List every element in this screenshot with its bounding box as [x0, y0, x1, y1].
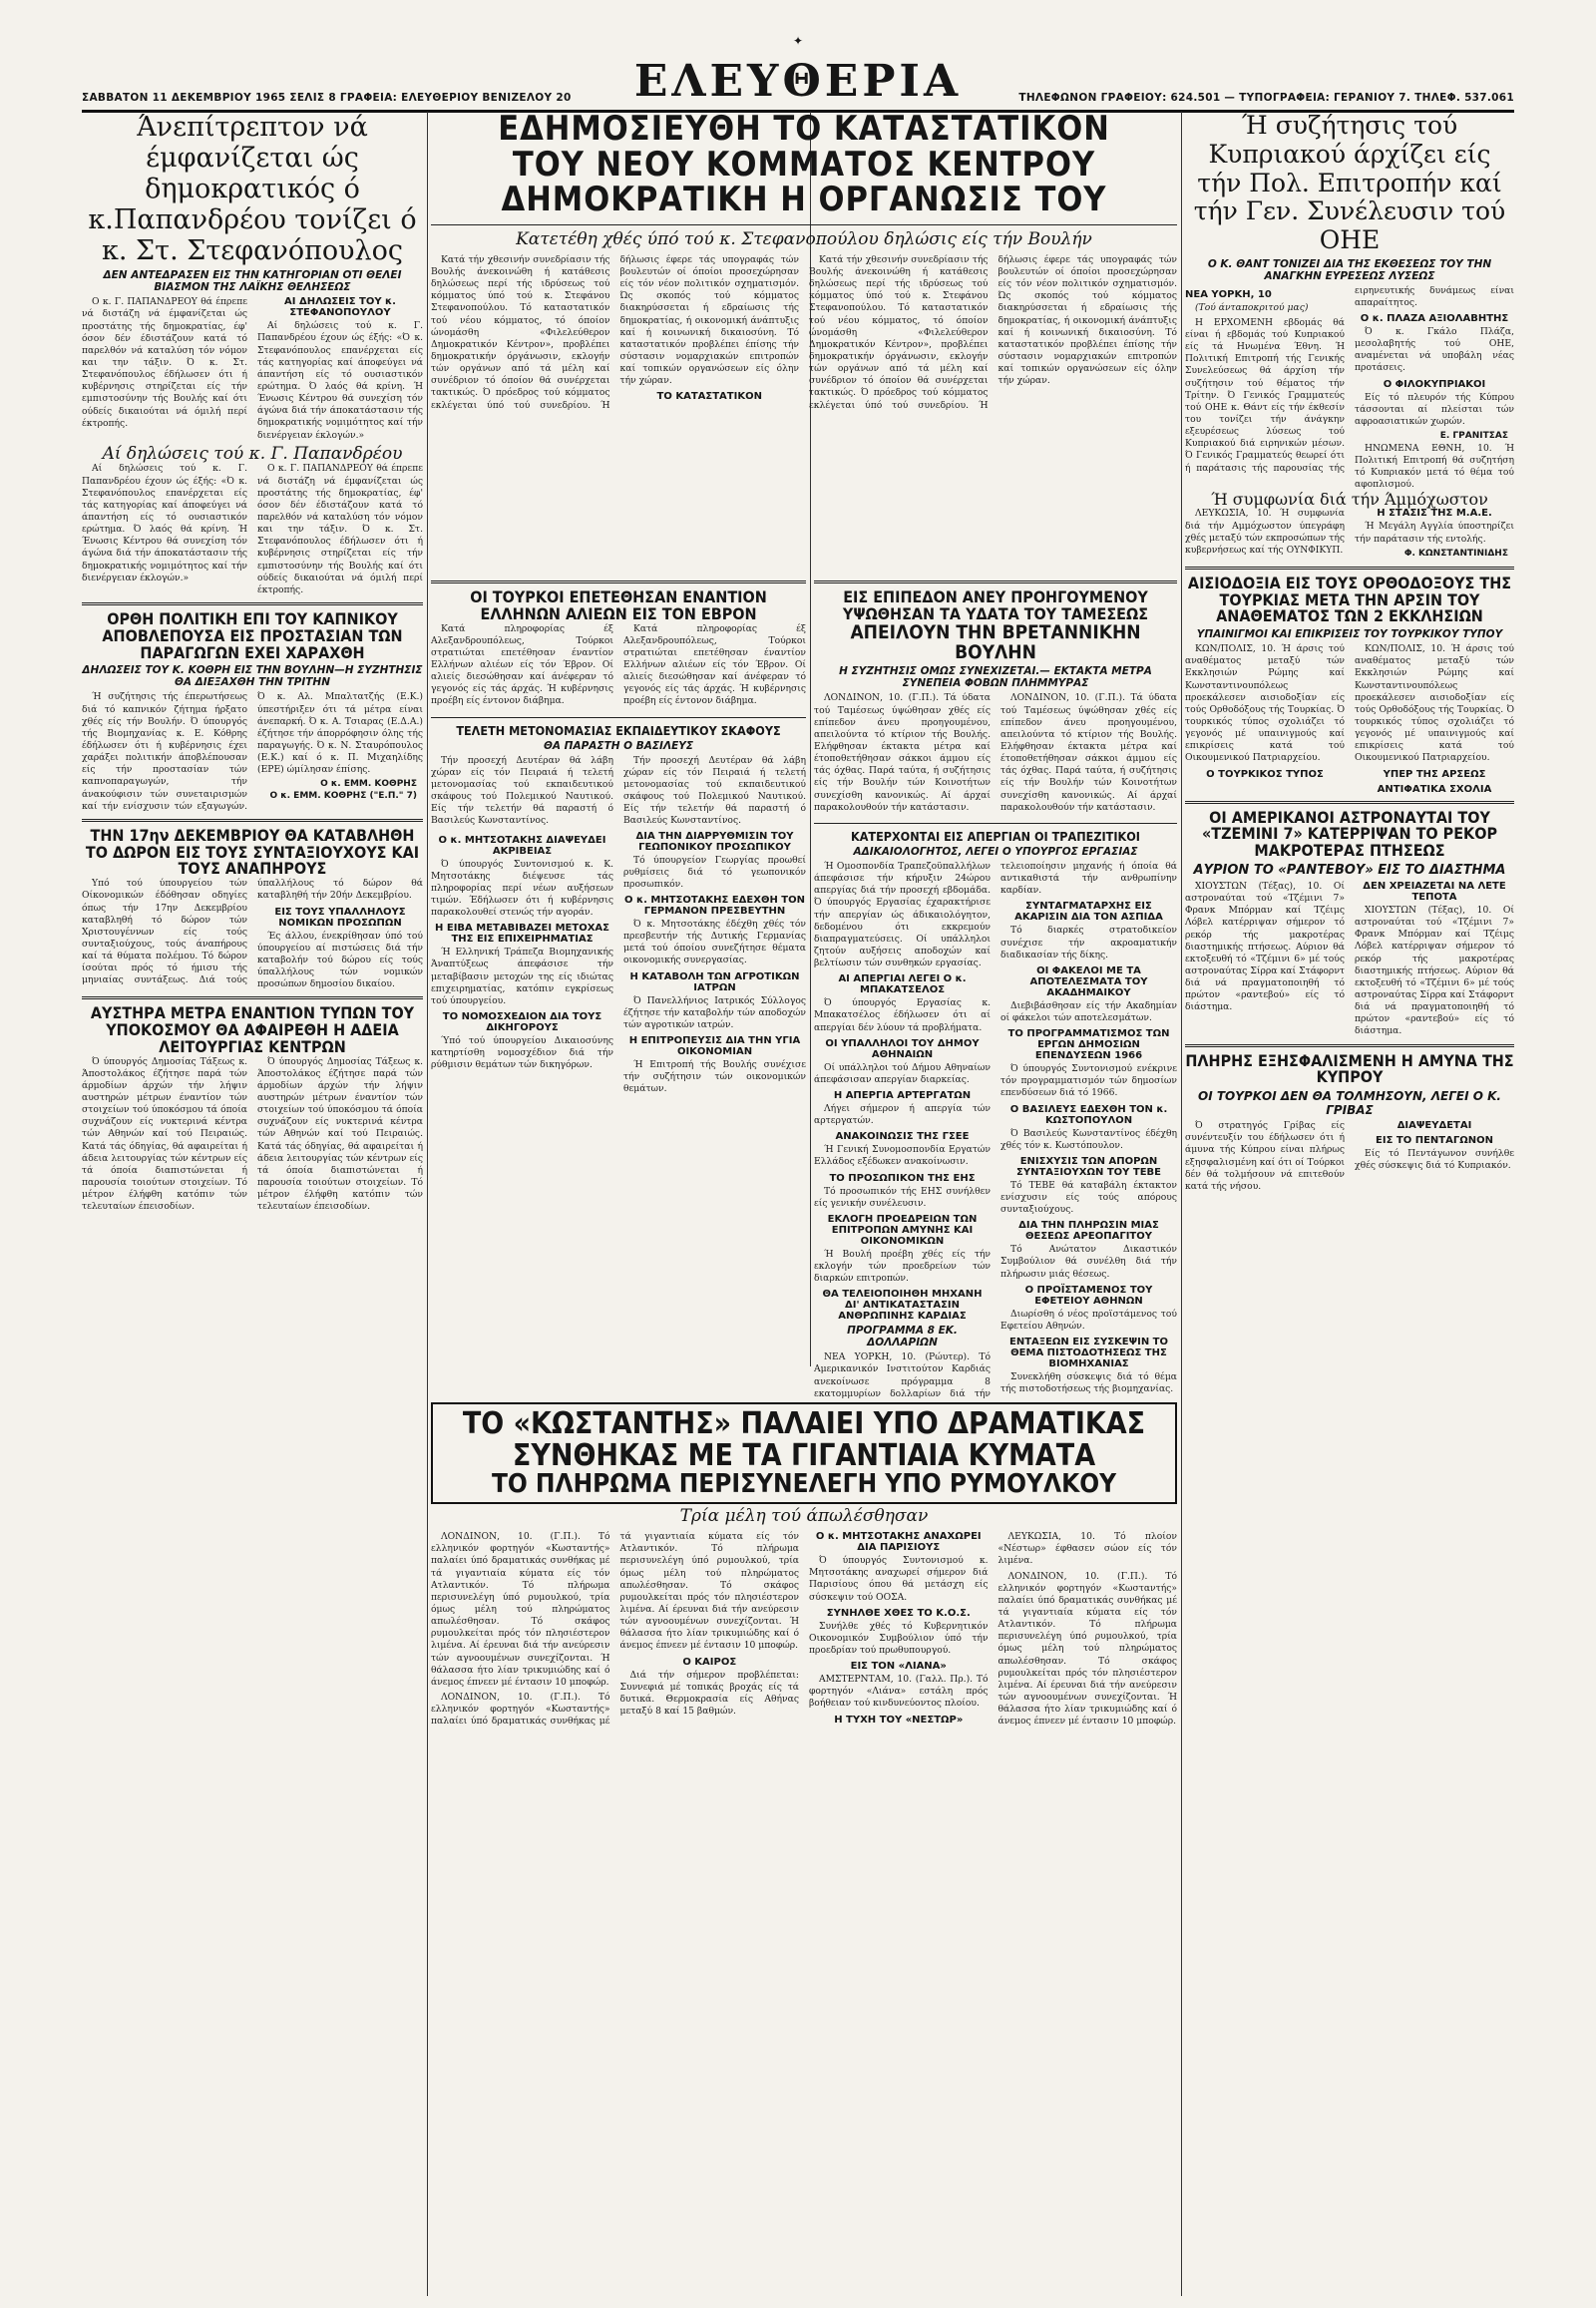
newspaper-title: ΕΛΕΥΘΕΡΙΑ — [633, 56, 963, 107]
gift-body: Υπό τού ύπουργείου τών Οίκονομικών έδόθησαν οδηγίες όπως τήν 17ην Δεκεμβρίου καταβληθή τό δώρον τών Χριστουγέννων είς τούς συνταξιούχους, τούς άναπήρους καί τά θύματα πολέμου. Τό δώρον ίσούται πρός τό ήμισυ τής μηνιαίας συντάξεως. Διά τούς ύπαλλήλους τό δώρον θά καταβληθή τήν 20ήν Δεκεμβρίου. — [82, 878, 423, 986]
tobacco-body: Ή συζήτησις τής έπερωτήσεως διά τό καπνικόν ζήτημα ήρξατο χθές είς τήν Βουλήν. Ό ύπουργός τής Βιομηχανίας κ. Ε. Κόθρης έδήλωσεν ότι ή κυβέρνησις έχει χαράξει πολιτικήν άποβλέπουσαν είς τήν προστασίαν τών καπνοπαραγωγών, τήν άνακούφισιν τών συνεταιρισμών καί τήν ενίσχυσιν τών εξαγωγών. Ό κ. Αλ. Μπαλτατζής (Ε.Κ.) ύπεστήριξεν ότι τά μέτρα είναι άνεπαρκή. Ό κ. Α. Τσιαρας (Ε.Δ.Α.) έζήτησε τήν άπορρόφησιν όλης τής παραγωγής. Ό κ. Ν. Σταυρόπουλος (Ε.Κ.) καί ό κ. Π. Μιχαηλίδης (ΕΡΕ) ώμίλησαν έπίσης. — [82, 691, 423, 812]
divider — [82, 819, 423, 822]
column-rule — [427, 112, 428, 2296]
cyprus-signature: Ε. ΓΡΑΝΙΤΣΑΣ — [1439, 431, 1508, 442]
divider — [1185, 567, 1514, 570]
heart-sub: ΠΡΟΓΡΑΜΜΑ 8 ΕΚ. ΔΟΛΛΑΡΙΩΝ — [847, 1325, 958, 1349]
memorial-body-cont: Τήν προσεχή Δευτέραν θά λάβη χώραν είς τόν Πειραιά ή τελετή μετονομασίας τού εκπαιδευτικού σκάφους τού Πολεμικού Ναυτικού. Είς τήν τελετήν θά παραστή ό Βασιλεύς Κωνσταντίνος. — [623, 754, 806, 827]
elect-minihead: ΕΚΛΟΓΗ ΠΡΟΕΔΡΕΙΩΝ ΤΩΝ ΕΠΙΤΡΟΠΩΝ ΑΜΥΝΗΣ ΚΑΙ ΟΙΚΟΝΟΜΙΚΩΝ — [827, 1213, 978, 1247]
gemini-minihead: ΔΕΝ ΧΡΕΙΑΖΕΤΑΙ ΝΑ ΛΕΤΕ ΤΕΠΟΤΑ — [1363, 880, 1506, 903]
divider — [431, 224, 1177, 225]
kostantis-minihead-2: Η ΤΥΧΗ ΤΟΥ «ΝΕΣΤΩΡ» — [834, 1714, 964, 1726]
ammochostos-body: ΛΕΥΚΩΣΙΑ, 10. Ή συμφωνία διά τήν Αμμόχωστον ύπεγράφη χθές μεταξύ τών εκπροσώπων τής κυβερνήσεως καί τής ΟΥΝΦΙΚΥΠ. — [1185, 508, 1345, 556]
epi-headline: Η ΕΠΙΤΡΟΠΕΥΣΙΣ ΔΙΑ ΤΗΝ ΥΓΙΑ ΟΙΚΟΝΟΜΙΑΝ — [628, 1034, 801, 1057]
divider — [431, 580, 806, 583]
cyprus-defense-body: Ό στρατηγός Γρίβας είς συνέντευξίν του έδήλωσεν ότι ή άμυνα τής Κύπρου είναι πλήρως εξησφαλισμένη καί ότι οί Τούρκοι δέν θά τολμήσουν νά επιτεθούν κατά τής νήσου. — [1185, 1120, 1345, 1192]
thames-sub: Η ΣΥΖΗΤΗΣΙΣ ΟΜΩΣ ΣΥΝΕΧΙΖΕΤΑΙ.— ΕΚΤΑΚΤΑ ΜΕΤΡΑ ΣΥΝΕΠΕΙΑ ΦΟΒΩΝ ΠΛΗΜΜΥΡΑΣ — [839, 665, 1152, 690]
banner-body: Κατά τήν χθεσινήν συνεδρίασιν τής Βουλής άνεκοινώθη ή κατάθεσις δηλώσεως περί τής ιδρύσεως τού κόμματος ύπό τού κ. Στεφάνου Στεφανοπούλου. Τό καταστατικόν τού νέου κόμματος, τό όποίον ώνομάσθη «Φιλελεύθερον Δημοκρατικόν Κέντρον», προβλέπει δημοκρατικήν όργάνωσιν, εκλογήν τών οργάνων από τά μέλη καί συνέδριον τό όποίον θά συνέρχεται τακτικώς. Ό πρόεδρος τού κόμματος εκλέγεται ύπό τού συνεδρίου. Ή δήλωσις έφερε τάς υπογραφάς τών βουλευτών οί όποίοι προσεχώρησαν είς τόν νέον πολιτικόν σχηματισμόν. Ώς σκοπός τού κόμματος διακηρύσσεται ή εδραίωσις τής δημοκρατίας, ή οικονομική άνάπτυξις καί ή κοινωνική δικαιοσύνη. Τό καταστατικόν προβλέπει έπίσης τήν σύστασιν νομαρχιακών επιτροπών καί τοπικών οργανώσεων είς όλην τήν χώραν. — [431, 253, 799, 411]
cyprus-defense-headline: ΠΛΗΡΗΣ ΕΞΗΣΦΑΛΙΣΜΕΝΗ Η ΑΜΥΝΑ ΤΗΣ ΚΥΠΡΟΥ — [1185, 1050, 1514, 1087]
divider — [814, 580, 1177, 583]
cyprus-dateline-2: (Τού άνταποκριτού μας) — [1195, 301, 1309, 313]
strict-body: Ό ύπουργός Δημοσίας Τάξεως κ. Άποστολάκος έζήτησε παρά τών άρμοδίων άρχών τήν λήψιν αυστηρών μέτρων έναντίον τών στοιχείων τού ύποκόσμου τά όποία συχνάζουν είς νυκτερινά κέντρα τών Αθηνών καί τού Πειραιώς. Κατά τάς όδηγίας, θά αφαιρείται ή άδεια λειτουργίας τών κέντρων είς τά όποία διαπιστώνεται ή παρουσία τοιούτων στοιχείων. Τό μέτρον έλήφθη κατόπιν τών τελευταίων έπεισοδίων. — [82, 1055, 247, 1213]
mitsotakis1-headline: Ο κ. ΜΗΤΣΟΤΑΚΗΣ ΔΙΑΨΕΥΔΕΙ ΑΚΡΙΒΕΙΑΣ — [438, 834, 606, 857]
gemini-headline: ΟΙ ΑΜΕΡΙΚΑΝΟΙ ΑΣΤΡΟΝΑΥΤΑΙ ΤΟΥ «ΤΖΕΜΙΝΙ 7» ΚΑΤΕΡΡΙΨΑΝ ΤΟ ΡΕΚΟΡ ΜΑΚΡΟΤΕΡΑΣ ΠΤΗΣΕΩΣ — [1201, 807, 1497, 861]
epi-body: Ή Επιτροπή τής Βουλής συνέχισε τήν συζήτησιν τών οικονομικών θεμάτων. — [623, 1058, 806, 1095]
agri-headline: ΔΙΑ ΤΗΝ ΔΙΑΡΡΥΘΜΙΣΙΝ ΤΟΥ ΓΕΩΠΟΝΙΚΟΥ ΠΡΟΣΩΠΙΚΟΥ — [635, 830, 794, 853]
cyprus-sub: Ο Κ. ΘΑΝΤ ΤΟΝΙΖΕΙ ΔΙΑ ΤΗΣ ΕΚΘΕΣΕΩΣ ΤΟΥ ΤΗΝ ΑΝΑΓΚΗΝ ΕΥΡΕΣΕΩΣ ΛΥΣΕΩΣ — [1207, 257, 1492, 282]
court-headline: Ο ΠΡΟΪΣΤΑΜΕΝΟΣ ΤΟΥ ΕΦΕΤΕΙΟΥ ΑΘΗΝΩΝ — [1024, 1284, 1153, 1307]
mitsotakis3-body: Ό ύπουργός Συντονισμού κ. Μητσοτάκης αναχωρεί σήμερον διά Παρισίους όπου θά μετάσχη είς σύσκεψιν τού ΟΟΣΑ. — [809, 1555, 989, 1603]
cyprus-body-3: ΗΝΩΜΕΝΑ ΕΘΝΗ, 10. Ή Πολιτική Επιτροπή θά συζητήση τό Κυπριακόν μετά τό θέμα τού αφοπλισμού. — [1355, 443, 1514, 491]
cyprus-minihead-2: Ο ΦΙΛΟΚΥΠΡΙΑΚΟΙ — [1383, 378, 1486, 390]
kostantis-deck: Τρία μέλη τού άπωλέσθησαν — [679, 1506, 929, 1527]
cyprus-defense-body-2: Είς τό Πεντάγωνον συνήλθε χθές σύσκεψις διά τό Κυπριακόν. — [1355, 1148, 1514, 1172]
mitsotakis1-body: Ό ύπουργός Συντονισμού κ. Κ. Μητσοτάκης διέψευσε τάς πληροφορίας περί νέων αυξήσεων τιμών. Έδήλωσεν ότι ή κυβέρνησις παρακολουθεί στενώς τήν αγοράν. — [431, 858, 613, 919]
turks-headline: ΟΙ ΤΟΥΡΚΟΙ ΕΠΕΤΕΘΗΣΑΝ ΕΝΑΝΤΙΟΝ ΕΛΛΗΝΩΝ ΑΛΙΕΩΝ ΕΙΣ ΤΟΝ ΕΒΡΟΝ — [470, 587, 767, 623]
banner-minihead: ΤΟ ΚΑΤΑΣΤΑΤΙΚΟΝ — [656, 391, 762, 403]
memorial-body: Τήν προσεχή Δευτέραν θά λάβη χώραν είς τόν Πειραιά ή τελετή μετονομασίας τού εκπαιδευτικού σκάφους τού Πολεμικού Ναυτικού. Είς τήν τελετήν θά παραστή ό Βασιλεύς Κωνσταντίνος. — [431, 754, 613, 827]
clerks-body: Οί υπάλληλοι τού Δήμου Αθηναίων άπεφάσισαν απεργίαν διαρκείας. — [814, 1061, 991, 1085]
elect-body: Ή Βουλή προέβη χθές είς τήν εκλογήν τών προεδρείων τών διαρκών επιτροπών. — [814, 1248, 991, 1285]
kostantis-minihead-1: ΕΙΣ ΤΟΝ «ΛΙΑΝΑ» — [850, 1661, 947, 1673]
aid-headline: ΕΝΙΣΧΥΣΙΣ ΤΩΝ ΑΠΟΡΩΝ ΣΥΝΤΑΞΙΟΥΧΩΝ ΤΟΥ ΤΕΒΕ — [1016, 1155, 1161, 1178]
cyprus-defense-minihead-2: ΕΙΣ ΤΟ ΠΕΝΤΑΓΩΝΟΝ — [1376, 1135, 1493, 1147]
lawyers-body: Ύπό τού ύπουργείου Δικαιοσύνης κατηρτίσθη νομοσχέδιον διά τήν ρύθμισιν θεμάτων τών δικηγόρων. — [431, 1034, 613, 1071]
turks-body-cont: Κατά πληροφορίας έξ Αλεξανδρουπόλεως, Τούρκοι στρατιώται επετέθησαν έναντίον Ελλήνων αλιέων είς τόν Έβρον. Οί αλιείς διεσώθησαν καί άνέφεραν τό γεγονός είς τάς άρχάς. Ή κυβέρνησις προέβη είς έντονον διάβημα. — [623, 622, 806, 707]
phones-line: ΤΗΛΕΦΩΝΟΝ ΓΡΑΦΕΙΟΥ: 624.501 — ΤΥΠΟΓΡΑΦΕΙΑ: ΓΕΡΑΝΙΟΥ 7. ΤΗΛΕΦ. 537.061 — [1018, 92, 1514, 104]
column-rule — [1181, 112, 1182, 2296]
king-headline: Ο ΒΑΣΙΛΕΥΣ ΕΔΕΧΘΗ ΤΟΝ κ. ΚΩΣΤΟΠΟΥΛΟΝ — [1009, 1103, 1168, 1126]
thames-body-cont: ΛΟΝΔΙΝΟΝ, 10. (Γ.Π.). Τά ύδατα τού Ταμέσεως ύψώθησαν χθές είς επίπεδον άνευ προηγουμένου, απειλούντα τό κτίριον τής Βουλής. Ελήφθησαν έκτακτα μέτρα καί έτοποθετήθησαν σάκκοι άμμου είς τάς όχθας. Παρά ταύτα, ή συζήτησις είς τήν Βουλήν τών Κοινοτήτων συνεχίσθη κανονικώς. Αί άρχαί παρακολουθούν τήν κατάστασιν. — [1000, 692, 1177, 813]
banner-line-2: ΤΟΥ ΝΕΟΥ ΚΟΜΜΑΤΟΣ ΚΕΝΤΡΟΥ — [512, 144, 1096, 185]
plan-headline: ΤΟ ΠΡΟΓΡΑΜΜΑΤΙΣΜΟΣ ΤΩΝ ΕΡΓΩΝ ΔΗΜΟΣΙΩΝ ΕΠΕΝΔΥΣΕΩΝ 1966 — [1007, 1028, 1170, 1062]
mitsotakis2-headline: Ο κ. ΜΗΤΣΟΤΑΚΗΣ ΕΔΕΧΘΗ ΤΟΝ ΓΕΡΜΑΝΟΝ ΠΡΕΣΒΕΥΤΗΝ — [624, 894, 805, 917]
gsee-body: Ή Γενική Συνομοσπονδία Εργατών Ελλάδος εξέδωκεν ανακοίνωσιν. — [814, 1144, 991, 1168]
meeting-headline: ΕΝΤΑΞΕΩΝ ΕΙΣ ΣΥΣΚΕΨΙΝ ΤΟ ΘΕΜΑ ΠΙΣΤΟΔΟΤΗΣΕΩΣ ΤΗΣ ΒΙΟΜΗΧΑΝΙΑΣ — [1009, 1336, 1168, 1369]
page-grid — [82, 109, 1514, 2296]
column-4 — [1185, 112, 1514, 2296]
lead-body: Ο κ. Γ. ΠΑΠΑΝΔΡΕΟΥ θά έπρεπε νά διστάζη νά έμφανίζεται ώς προστάτης τής δημοκρατίας, έφ' όσον δέν έδιστάζουν κατά τό παρελθόν νά καταλύση τόν νόμον και την τάξιν. Ό κ. Στ. Στεφανόπουλος έδήλωσεν ότι ή κυβέρνησις στηρίζεται είς τήν εμπιστοσύνην τής Βουλής καί ότι ούδείς δικαιούται νά όμιλή περί έκτροπής. — [82, 296, 247, 429]
ammochostos-body-2: Ή Μεγάλη Αγγλία ύποστηρίζει τήν παράτασιν τής εντολής. — [1355, 521, 1514, 545]
bakers-body: Λήγει σήμερον ή απεργία τών αρτεργατών. — [814, 1102, 991, 1127]
divider — [431, 717, 806, 718]
kostantis-body-cont: ΛΟΝΔΙΝΟΝ, 10. (Γ.Π.). Τό ελληνικόν φορτηγόν «Κωσταντής» παλαίει ύπό δραματικάς συνθήκας μέ τά γιγαντιαία κύματα είς τόν Ατλαντικόν. Τό πλήρωμα περισυνελέγη ύπό ρυμουλκού, τρία όμως μέλη τού πληρώματος απωλέσθησαν. Τό σκάφος ρυμουλκείται πρός τόν πλησιέστερον λιμένα. Αί έρευναι διά τήν ανεύρεσιν τών αγνοουμένων συνεχίζονται. Ή θάλασσα ήτο λίαν τρικυμιώδης καί ό άνεμος έπνεεν μέ έντασιν 10 μποφώρ. — [431, 1531, 799, 1728]
gift-minihead: ΕΙΣ ΤΟΥΣ ΥΠΑΛΛΗΛΟΥΣ ΝΟΜΙΚΩΝ ΠΡΟΣΩΠΩΝ — [274, 906, 406, 929]
lead-headline: Άνεπίτρεπτον νά έμφανίζεται ώς δημοκρατικός ό κ.Παπανδρέου τονίζει ό κ. Στ. Στεφανόπουλος — [88, 112, 417, 267]
gemini-body: ΧΙΟΥΣΤΩΝ (Τέξας), 10. Οί αστροναύται τού «Τζέμινι 7» Φρανκ Μπόρμαν καί Τζέιμς Λόβελ κατέρριψαν σήμερον τό ρεκόρ τής μακροτέρας διαστημικής πτήσεως. Αύριον θά εκτοξευθή τό «Τζέμινι 6» μέ τούς αστροναύτας Σίρρα καί Στάφορντ διά νά πραγματοποιηθή τό πρώτον «ραντεβού» είς τό διάστημα. — [1185, 880, 1345, 1013]
orthodox-headline: ΑΙΣΙΟΔΟΞΙΑ ΕΙΣ ΤΟΥΣ ΟΡΘΟΔΟΞΟΥΣ ΤΗΣ ΤΟΥΡΚΙΑΣ ΜΕΤΑ ΤΗΝ ΑΡΣΙΝ ΤΟΥ ΑΝΑΘΕΜΑΤΟΣ ΤΩΝ 2 ΕΚΚΛΗΣΙΩΝ — [1187, 573, 1512, 626]
orthodox-body-cont: ΚΩΝ/ΠΟΛΙΣ, 10. Ή άρσις τού αναθέματος μεταξύ τών Εκκλησιών Ρώμης καί Κωνσταντινουπόλεως προεκάλεσεν αισιοδοξίαν είς τούς Ορθοδόξους τής Τουρκίας. Ό τουρκικός τύπος σχολιάζει τό γεγονός μέ υπαινιγμούς καί επικρίσεις κατά τού Οικουμενικού Πατριαρχείου. — [1355, 643, 1514, 764]
masthead — [82, 34, 1514, 113]
folders-body: Διεβιβάσθησαν είς τήν Ακαδημίαν οί φάκελοι τών αποτελεσμάτων. — [1000, 999, 1177, 1023]
cyprus-body-1: Ό κ. Γκάλο Πλάζα, μεσολαβητής τού ΟΗΕ, αναμένεται νά υποβάλη νέας προτάσεις. — [1355, 326, 1514, 374]
strict-headline: ΑΥΣΤΗΡΑ ΜΕΤΡΑ ΕΝΑΝΤΙΟΝ ΤΥΠΩΝ ΤΟΥ ΥΠΟΚΟΣΜΟΥ ΘΑ ΑΦΑΙΡΕΘΗ Η ΑΔΕΙΑ ΛΕΙΤΟΥΡΓΙΑΣ ΚΕΝΤΡΩΝ — [90, 1003, 415, 1056]
orthodox-minihead-2: ΥΠΕΡ ΤΗΣ ΑΡΣΕΩΣ — [1383, 768, 1486, 780]
weather-body: Διά τήν σήμερον προβλέπεται: Συννεφιά μέ τοπικάς βροχάς είς τά δυτικά. Θερμοκρασία είς Αθήνας μεταξύ 8 καί 15 βαθμών. — [619, 1669, 799, 1717]
orthodox-body: ΚΩΝ/ΠΟΛΙΣ, 10. Ή άρσις τού αναθέματος μεταξύ τών Εκκλησιών Ρώμης καί Κωνσταντινουπόλεως προεκάλεσεν αισιοδοξίαν είς τούς Ορθοδόξους τής Τουρκίας. Ό τουρκικός τύπος σχολιάζει τό γεγονός μέ υπαινιγμούς καί επικρίσεις κατά τού Οικουμενικού Πατριαρχείου. — [1185, 643, 1345, 764]
cyprus-minihead-1: Ο κ. ΠΛΑΖΑ ΑΞΙΟΛΑΒΗΤΗΣ — [1360, 313, 1509, 325]
kostantis-story — [431, 1398, 1177, 2296]
heart-headline: ΘΑ ΤΕΛΕΙΟΠΟΙΗΘΗ ΜΗΧΑΝΗ ΔΙ' ΑΝΤΙΚΑΤΑΣΤΑΣΙΝ ΑΝΘΡΩΠΙΝΗΣ ΚΑΡΔΙΑΣ — [822, 1289, 983, 1323]
orthodox-minihead: Ο ΤΟΥΡΚΙΚΟΣ ΤΥΠΟΣ — [1206, 768, 1324, 780]
memorial-headline: ΤΕΛΕΤΗ ΜΕΤΟΝΟΜΑΣΙΑΣ ΕΚΠΑΙΔΕΥΤΙΚΟΥ ΣΚΑΦΟΥΣ — [456, 722, 781, 738]
pay-body: Τό Ανώτατον Δικαστικόν Συμβούλιον θά συνέλθη διά τήν πλήρωσιν μιάς θέσεως. — [1000, 1244, 1177, 1280]
thames-body: ΛΟΝΔΙΝΟΝ, 10. (Γ.Π.). Τά ύδατα τού Ταμέσεως ύψώθησαν χθές είς επίπεδον άνευ προηγουμένου, απειλούντα τό κτίριον τής Βουλής. Ελήφθησαν έκτακτα μέτρα καί έτοποθετήθησαν σάκκοι άμμου είς τάς όχθας. Παρά ταύτα, ή συζήτησις είς τήν Βουλήν τών Κοινοτήτων συνεχίσθη κανονικώς. Αί άρχαί παρακολουθούν τήν κατάστασιν. — [814, 692, 991, 813]
papandreou-body-cont: Ο κ. Γ. ΠΑΠΑΝΔΡΕΟΥ θά έπρεπε νά διστάζη νά έμφανίζεται ώς προστάτης τής δημοκρατίας, έφ' όσον δέν έδιστάζουν κατά τό παρελθόν νά καταλύση τόν νόμον και την τάξιν. Ό κ. Στ. Στεφανόπουλος έδήλωσεν ότι ή κυβέρνησις στηρίζεται είς τήν εμπιστοσύνην τής Βουλής καί ότι ούδείς δικαιούται νά όμιλή περί έκτροπής. — [257, 463, 423, 595]
king-body: Ό Βασιλεύς Κωνσταντίνος έδέχθη χθές τόν κ. Κωστόπουλον. — [1000, 1127, 1177, 1151]
tobacco-subheadline: ΔΗΛΩΣΕΙΣ ΤΟΥ Κ. ΚΟΘΡΗ ΕΙΣ ΤΗΝ ΒΟΥΛΗΝ—Η ΣΥΖΗΤΗΣΙΣ ΘΑ ΔΙΕΞΑΧΘΗ ΤΗΝ ΤΡΙΤΗΝ — [82, 664, 423, 689]
divider — [1185, 1044, 1514, 1047]
kostantis-headline-2: ΣΥΝΘΗΚΑΣ ΜΕ ΤΑ ΓΙΓΑΝΤΙΑΙΑ ΚΥΜΑΤΑ — [512, 1437, 1096, 1473]
kos-body: Συνήλθε χθές τό Κυβερνητικόν Οικονομικόν Συμβούλιον ύπό τήν προεδρίαν τού πρωθυπουργού. — [809, 1620, 989, 1656]
turks-body: Κατά πληροφορίας έξ Αλεξανδρουπόλεως, Τούρκοι στρατιώται επετέθησαν έναντίον Ελλήνων αλιέων είς τόν Έβρον. Οί αλιείς διεσώθησαν καί άνέφεραν τό γεγονός είς τάς άρχάς. Ή κυβέρνησις προέβη είς έντονον διάβημα. — [431, 622, 613, 707]
divider — [1185, 801, 1514, 804]
erb-headline: Η ΕΙΒΑ ΜΕΤΑΒΙΒΑΖΕΙ ΜΕΤΟΧΑΣ ΤΗΣ ΕΙΣ ΕΠΙΧΕΙΡΗΜΑΤΙΑΣ — [435, 923, 609, 946]
banner-deck: Κατετέθη χθές ύπό τού κ. Στεφανοπούλου δηλώσις είς τήν Βουλήν — [516, 229, 1092, 250]
memorial-sub: ΘΑ ΠΑΡΑΣΤΗ Ο ΒΑΣΙΛΕΥΣ — [543, 739, 694, 752]
doctors-headline: Η ΚΑΤΑΒΟΛΗ ΤΩΝ ΑΓΡΟΤΙΚΩΝ ΙΑΤΡΩΝ — [629, 970, 800, 993]
bank-sub: ΑΔΙΚΑΙΟΛΟΓΗΤΟΣ, ΛΕΓΕΙ Ο ΥΠΟΥΡΓΟΣ ΕΡΓΑΣΙΑΣ — [853, 846, 1138, 858]
banner-story — [431, 109, 1177, 412]
strike-minihead: ΑΙ ΑΠΕΡΓΙΑΙ ΛΕΓΕΙ Ο κ. ΜΠΑΚΑΤΣΕΛΟΣ — [838, 973, 967, 996]
pres-body: Τό προσωπικόν τής ΕΗΣ συνήλθεν είς γενικήν συνέλευσιν. — [814, 1185, 991, 1209]
lead-body-cont: Αί δηλώσεις τού κ. Γ. Παπανδρέου έχουν ώς έξής: «Ό κ. Στεφανόπουλος επανέρχεται είς τάς κατηγορίας καί άποφεύγει νά άπαντήση είς τό ουσιαστικόν ερώτημα. Ό λαός θά κρίνη. Ή Ένωσις Κέντρου θά συνεχίση τόν άγώνα διά τήν άποκατάστασιν τής δημοκρατικής νομιμότητος καί τήν διενέργειαν έκλογών.» — [257, 320, 423, 441]
cyprus-defense-minihead: ΔΙΑΨΕΥΔΕΤΑΙ — [1396, 1120, 1472, 1132]
lead-subheadline: ΔΕΝ ΑΝΤΕΔΡΑΣΕΝ ΕΙΣ ΤΗΝ ΚΑΤΗΓΟΡΙΑΝ ΟΤΙ ΘΕΛΕΙ ΒΙΑΣΜΟΝ ΤΗΣ ΛΑΪΚΗΣ ΘΕΛΗΣΕΩΣ — [103, 269, 402, 294]
gift-headline: ΤΗΝ 17ην ΔΕΚΕΜΒΡΙΟΥ ΘΑ ΚΑΤΑΒΛΗΘΗ ΤΟ ΔΩΡΟΝ ΕΙΣ ΤΟΥΣ ΣΥΝΤΑΞΙΟΥΧΟΥΣ ΚΑΙ ΤΟΥΣ ΑΝΑΠΗΡΟΥΣ — [85, 825, 420, 879]
gift-body-cont: Ές άλλου, ένεκρίθησαν ύπό τού ύπουργείου αί πιστώσεις διά τήν καταβολήν τού δώρου είς τούς ύπαλλήλους τών νομικών προσώπων δημοσίου δικαίου. — [257, 930, 423, 990]
erb-body: Ή Ελληνική Τράπεζα Βιομηχανικής Άναπτύξεως άπεφάσισε τήν μεταβίβασιν μετοχών της είς ιδιώτας επιχειρηματίας, κατόπιν εγκρίσεως τού ύπουργείου. — [431, 947, 613, 1006]
kostantis-body-2: ΑΜΣΤΕΡΝΤΑΜ, 10. (Γαλλ. Πρ.). Τό φορτηγόν «Λιάνα» εστάλη πρός βοήθειαν τού κινδυνεύοντος πλοίου. — [809, 1674, 989, 1710]
ammochostos-minihead: Η ΣΤΑΣΙΣ ΤΗΣ Μ.Α.Ε. — [1377, 508, 1492, 520]
doctors-body: Ό Πανελλήνιος Ιατρικός Σύλλογος έζήτησε τήν καταβολήν τών αποδοχών τών αγροτικών ιατρών. — [623, 994, 806, 1030]
divider — [82, 602, 423, 605]
gemini-body-cont: ΧΙΟΥΣΤΩΝ (Τέξας), 10. Οί αστροναύται τού «Τζέμινι 7» Φρανκ Μπόρμαν καί Τζέιμς Λόβελ κατέρριψαν σήμερον τό ρεκόρ τής μακροτέρας διαστημικής πτήσεως. Αύριον θά εκτοξευθή τό «Τζέμινι 6» μέ τούς αστροναύτας Σίρρα καί Στάφορντ διά νά πραγματοποιηθή τό πρώτον «ραντεβού» είς τό διάστημα. — [1355, 904, 1514, 1037]
banner-body-cont: Κατά τήν χθεσινήν συνεδρίασιν τής Βουλής άνεκοινώθη ή κατάθεσις δηλώσεως περί τής ιδρύσεως τού κόμματος ύπό τού κ. Στεφάνου Στεφανοπούλου. Τό καταστατικόν τού νέου κόμματος, τό όποίον ώνομάσθη «Φιλελεύθερον Δημοκρατικόν Κέντρον», προβλέπει δημοκρατικήν όργάνωσιν, εκλογήν τών οργάνων από τά μέλη καί συνέδριον τό όποίον θά συνέρχεται τακτικώς. Ό πρόεδρος τού κόμματος εκλέγεται ύπό τού συνεδρίου. Ή δήλωσις έφερε τάς υπογραφάς τών βουλευτών οί όποίοι προσεχώρησαν είς τόν νέον πολιτικόν σχηματισμόν. Ώς σκοπός τού κόμματος διακηρύσσεται ή εδραίωσις τής δημοκρατίας, ή οικονομική άνάπτυξις καί ή κοινωνική δικαιοσύνη. Τό καταστατικόν προβλέπει έπίσης τήν σύστασιν νομαρχιακών επιτροπών καί τοπικών οργανώσεων είς όλην τήν χώραν. — [809, 253, 1177, 411]
ammochostos-headline: Ή συμφωνία διά τήν Άμμόχωστον — [1211, 489, 1488, 509]
bank-body: Ή Ομοσπονδία Τραπεζοϋπαλλήλων άπεφάσισε τήν κήρυξιν 24ώρου απεργίας διά τήν προσεχή εβδομάδα. Ό ύπουργός Εργασίας έχαρακτήρισε τήν απεργίαν ώς άδικαιολόγητον, δεδομένου ότι εκκρεμούν διαπραγματεύσεις. Οί υπάλληλοι ζητούν αυξήσεις αποδοχών καί βελτίωσιν τών συνθηκών εργασίας. — [814, 861, 991, 969]
aid-body: Τό ΤΕΒΕ θά καταβάλη έκτακτον ενίσχυσιν είς τούς απόρους συνταξιούχους. — [1000, 1179, 1177, 1216]
ammochostos-signature: Φ. ΚΩΝΣΤΑΝΤΙΝΙΔΗΣ — [1403, 548, 1508, 559]
divider — [814, 823, 1177, 824]
plan-body: Ό ύπουργός Συντονισμού ενέκρινε τόν προγραμματισμόν τών δημοσίων επενδύσεων διά τό 1966. — [1000, 1063, 1177, 1099]
lawyers-headline: ΤΟ ΝΟΜΟΣΧΕΔΙΟΝ ΔΙΑ ΤΟΥΣ ΔΙΚΗΓΟΡΟΥΣ — [442, 1010, 602, 1033]
cyprus-body: Η ΕΡΧΟΜΕΝΗ εβδομάς θά είναι ή εβδομάς τού Κυπριακού είς τά Ηνωμένα Έθνη. Ή Πολιτική Επιτροπή τής Γενικής Συνελεύσεως θά άρχίση τήν συζήτησιν τού θέματος τήν Τρίτην. Ό Γενικός Γραμματεύς τού ΟΗΕ κ. Θάντ είς τήν έκθεσίν του τονίζει τήν άνάγκην εξευρέσεως λύσεως τού Κυπριακού διά ειρηνικών μέσων. Ό Γενικός Γραμματεύς θεωρεί ότι ή παράτασις τής παρουσίας τής ειρηνευτικής δυνάμεως είναι απαραίτητος. — [1185, 284, 1514, 474]
kostantis-body: ΛΟΝΔΙΝΟΝ, 10. (Γ.Π.). Τό ελληνικόν φορτηγόν «Κωσταντής» παλαίει ύπό δραματικάς συνθήκας μέ τά γιγαντιαία κύματα είς τόν Ατλαντικόν. Τό πλήρωμα περισυνελέγη ύπό ρυμουλκού, τρία όμως μέλη τού πληρώματος απωλέσθησαν. Τό σκάφος ρυμουλκείται πρός τόν πλησιέστερον λιμένα. Αί έρευναι διά τήν ανεύρεσιν τών αγνοουμένων συνεχίζονται. Ή θάλασσα ήτο λίαν τρικυμιώδης καί ό άνεμος έπνεεν μέ έντασιν 10 μποφώρ. — [431, 1531, 610, 1688]
mitsotakis2-body: Ό κ. Μητσοτάκης έδέχθη χθές τόν πρεσβευτήν τής Δυτικής Γερμανίας μετά τού όποίου συνεζήτησε θέματα οικονομικής συνεργασίας. — [623, 918, 806, 966]
folders-headline: ΟΙ ΦΑΚΕΛΟΙ ΜΕ ΤΑ ΑΠΟΤΕΛΕΣΜΑΤΑ ΤΟΥ ΑΚΑΔΗΜΑΙΚΟΥ — [1029, 964, 1148, 998]
thames-subhead: ΑΠΕΙΛΟΥΝ ΤΗΝ ΒΡΕΤΑΝΝΙΚΗΝ ΒΟΥΛΗΝ — [850, 620, 1141, 663]
meeting-body: Συνεκλήθη σύσκεψις διά τό θέμα τής πιστοδοτήσεως τής βιομηχανίας. — [1000, 1370, 1177, 1395]
banner-line-3: ΔΗΜΟΚΡΑΤΙΚΗ Η ΟΡΓΑΝΩΣΙΣ ΤΟΥ — [501, 180, 1107, 220]
pay-headline: ΔΙΑ ΤΗΝ ΠΛΗΡΩΣΙΝ ΜΙΑΣ ΘΕΣΕΩΣ ΑΡΕΟΠΑΓΙΤΟΥ — [1018, 1220, 1159, 1243]
heart-body: ΝΕΑ ΥΟΡΚΗ, 10. (Ρώυτερ). Τό Αμερικανικόν Ινστιτούτον Καρδιάς ανεκοίνωσε πρόγραμμα 8 εκατομμυρίων δολλαρίων διά τήν τελειοποίησιν μηχανής ή όποία θά αντικαθιστά τήν ανθρωπίνην καρδίαν. — [814, 861, 1177, 1399]
papandreou-headline: Αί δηλώσεις τού κ. Γ. Παπανδρέου — [102, 443, 403, 464]
agri-body: Τό ύπουργείον Γεωργίας προωθεί ρυθμίσεις διά τό γεωπονικόν προσωπικόν. — [623, 854, 806, 890]
ship-headline: ΣΥΝΤΑΓΜΑΤΑΡΧΗΣ ΕΙΣ ΑΚΑΡΙΣΙΝ ΔΙΑ ΤΟΝ ΑΣΠΙΔΑ — [1014, 901, 1163, 924]
photo-caption: Ο κ. ΕΜΜ. ΚΟΘΡΗΣ ("Ε.Π." 7) — [269, 791, 417, 802]
strict-body-cont: Ό ύπουργός Δημοσίας Τάξεως κ. Άποστολάκος έζήτησε παρά τών άρμοδίων άρχών τήν λήψιν αυστηρών μέτρων έναντίον τών στοιχείων τού ύποκόσμου τά όποία συχνάζουν είς νυκτερινά κέντρα τών Αθηνών καί τού Πειραιώς. Κατά τάς όδηγίας, θά αφαιρείται ή άδεια λειτουργίας τών κέντρων είς τά όποία διαπιστώνεται ή παρουσία τοιούτων στοιχείων. Τό μέτρον έλήφθη κατόπιν τών τελευταίων έπεισοδίων. — [257, 1055, 423, 1213]
kos-headline: ΣΥΝΗΛΘΕ ΧΘΕΣ ΤΟ Κ.Ο.Σ. — [826, 1607, 971, 1619]
lead-minihead: ΑΙ ΔΗΛΩΣΕΙΣ ΤΟΥ κ. ΣΤΕΦΑΝΟΠΟΥΛΟΥ — [284, 296, 396, 319]
papandreou-body: Αί δηλώσεις τού κ. Γ. Παπανδρέου έχουν ώς έξής: «Ό κ. Στεφανόπουλος επανέρχεται είς τάς κατηγορίας καί άποφεύγει νά άπαντήση είς τό ουσιαστικόν ερώτημα. Ό λαός θά κρίνη. Ή Ένωσις Κέντρου θά συνεχίση τόν άγώνα διά τήν άποκατάστασιν τής δημοκρατικής νομιμότητος καί τήν διενέργειαν έκλογών.» — [82, 463, 247, 583]
column-3 — [814, 580, 1177, 1399]
cyprus-headline: Ή συζήτησις τού Κυπριακού άρχίζει είς τήν Πολ. Επιτροπήν καί τήν Γεν. Συνέλευσιν τού ΟΗΕ — [1193, 111, 1506, 254]
kostantis-body-4: ΛΟΝΔΙΝΟΝ, 10. (Γ.Π.). Τό ελληνικόν φορτηγόν «Κωσταντής» παλαίει ύπό δραματικάς συνθήκας μέ τά γιγαντιαία κύματα είς τόν Ατλαντικόν. Τό πλήρωμα περισυνελέγη ύπό ρυμουλκού, τρία όμως μέλη τού πληρώματος απωλέσθησαν. Τό σκάφος ρυμουλκείται πρός τόν πλησιέστερον λιμένα. Αί έρευναι διά τήν ανεύρεσιν τών αγνοουμένων συνεχίζονται. Ή θάλασσα ήτο λίαν τρικυμιώδης καί ό άνεμος έπνεεν μέ έντασιν 10 μποφώρ. — [998, 1570, 1177, 1728]
divider — [82, 996, 423, 999]
gemini-sub: ΑΥΡΙΟΝ ΤΟ «ΡΑΝΤΕΒΟΥ» ΕΙΣ ΤΟ ΔΙΑΣΤΗΜΑ — [1193, 862, 1506, 878]
banner-line-1: ΕΔΗΜΟΣΙΕΥΘΗ ΤΟ ΚΑΤΑΣΤΑΤΙΚΟΝ — [498, 109, 1110, 149]
gsee-minihead: ΑΝΑΚΟΙΝΩΣΙΣ ΤΗΣ ΓΣΕΕ — [835, 1131, 970, 1143]
kostantis-headline-3: ΤΟ ΠΛΗΡΩΜΑ ΠΕΡΙΣΥΝΕΛΕΓΗ ΥΠΟ ΡΥΜΟΥΛΚΟΥ — [491, 1469, 1117, 1499]
cyprus-body-2: Είς τό πλευρόν τής Κύπρου τάσσονται αί πλείσται τών αφροασιατικών χωρών. — [1355, 391, 1514, 427]
date-line: ΣΑΒΒΑΤΟΝ 11 ΔΕΚΕΜΒΡΙΟΥ 1965 ΣΕΛΙΣ 8 ΓΡΑΦΕΙΑ: ΕΛΕΥΘΕΡΙΟΥ ΒΕΝΙΖΕΛΟΥ 20 — [82, 92, 572, 104]
masthead-ornament: ✦ — [792, 34, 804, 48]
cyprus-defense-sub: ΟΙ ΤΟΥΡΚΟΙ ΔΕΝ ΘΑ ΤΟΛΜΗΣΟΥΝ, ΛΕΓΕΙ Ο Κ. ΓΡΙΒΑΣ — [1198, 1089, 1501, 1118]
orthodox-minihead-3: ΑΝΤΙΦΑΤΙΚΑ ΣΧΟΛΙΑ — [1377, 783, 1492, 795]
column-1 — [82, 112, 423, 2296]
thames-headline: ΕΙΣ ΕΠΙΠΕΔΟΝ ΑΝΕΥ ΠΡΟΗΓΟΥΜΕΝΟΥ ΥΨΩΘΗΣΑΝ ΤΑ ΥΔΑΤΑ ΤΟΥ ΤΑΜΕΣΕΩΣ — [842, 587, 1149, 623]
tobacco-headline: ΟΡΘΗ ΠΟΛΙΤΙΚΗ ΕΠΙ ΤΟΥ ΚΑΠΝΙΚΟΥ ΑΠΟΒΛΕΠΟΥΣΑ ΕΙΣ ΠΡΟΣΤΑΣΙΑΝ ΤΩΝ ΠΑΡΑΓΩΓΩΝ ΕΧΕΙ ΧΑΡΑΧΘΗ — [102, 609, 403, 662]
ship-body: Τό διαρκές στρατοδικείον συνέχισε τήν ακροαματικήν διαδικασίαν τής δίκης. — [1000, 925, 1177, 961]
kostantis-headline-box — [431, 1402, 1177, 1504]
kostantis-body-3: ΛΕΥΚΩΣΙΑ, 10. Τό πλοίον «Νέστωρ» έφθασεν σώον είς τόν λιμένα. — [998, 1531, 1177, 1567]
cyprus-dateline: ΝΕΑ ΥΟΡΚΗ, 10 — [1185, 288, 1272, 300]
photo-caption: Ο κ. ΕΜΜ. ΚΟΘΡΗΣ — [320, 779, 417, 790]
kostantis-headline-1: ΤΟ «ΚΩΣΤΑΝΤΗΣ» ΠΑΛΑΙΕΙ ΥΠΟ ΔΡΑΜΑΤΙΚΑΣ — [462, 1406, 1146, 1441]
mitsotakis3-headline: Ο κ. ΜΗΤΣΟΤΑΚΗΣ ΑΝΑΧΩΡΕΙ ΔΙΑ ΠΑΡΙΣΙΟΥΣ — [815, 1531, 982, 1554]
bank-headline: ΚΑΤΕΡΧΟΝΤΑΙ ΕΙΣ ΑΠΕΡΓΙΑΝ ΟΙ ΤΡΑΠΕΖΙΤΙΚΟΙ — [850, 828, 1140, 844]
clerks-minihead: ΟΙ ΥΠΑΛΛΗΛΟΙ ΤΟΥ ΔΗΜΟΥ ΑΘΗΝΑΙΩΝ — [825, 1037, 980, 1060]
orthodox-sub: ΥΠΑΙΝΙΓΜΟΙ ΚΑΙ ΕΠΙΚΡΙΣΕΙΣ ΤΟΥ ΤΟΥΡΚΙΚΟΥ ΤΥΠΟΥ — [1196, 628, 1503, 641]
weather-headline: Ο ΚΑΙΡΟΣ — [682, 1656, 737, 1668]
pres-minihead: ΤΟ ΠΡΟΣΩΠΙΚΟΝ ΤΗΣ ΕΗΣ — [829, 1172, 976, 1184]
court-body: Διωρίσθη ό νέος προϊστάμενος τού Εφετείου Αθηνών. — [1000, 1308, 1177, 1332]
bakers-minihead: Η ΑΠΕΡΓΙΑ ΑΡΤΕΡΓΑΤΩΝ — [833, 1089, 972, 1101]
strike-body: Ό ύπουργός Εργασίας κ. Μπακατσέλος έδήλωσεν ότι αί απεργίαι δέν λύουν τά προβλήματα. — [814, 997, 991, 1033]
